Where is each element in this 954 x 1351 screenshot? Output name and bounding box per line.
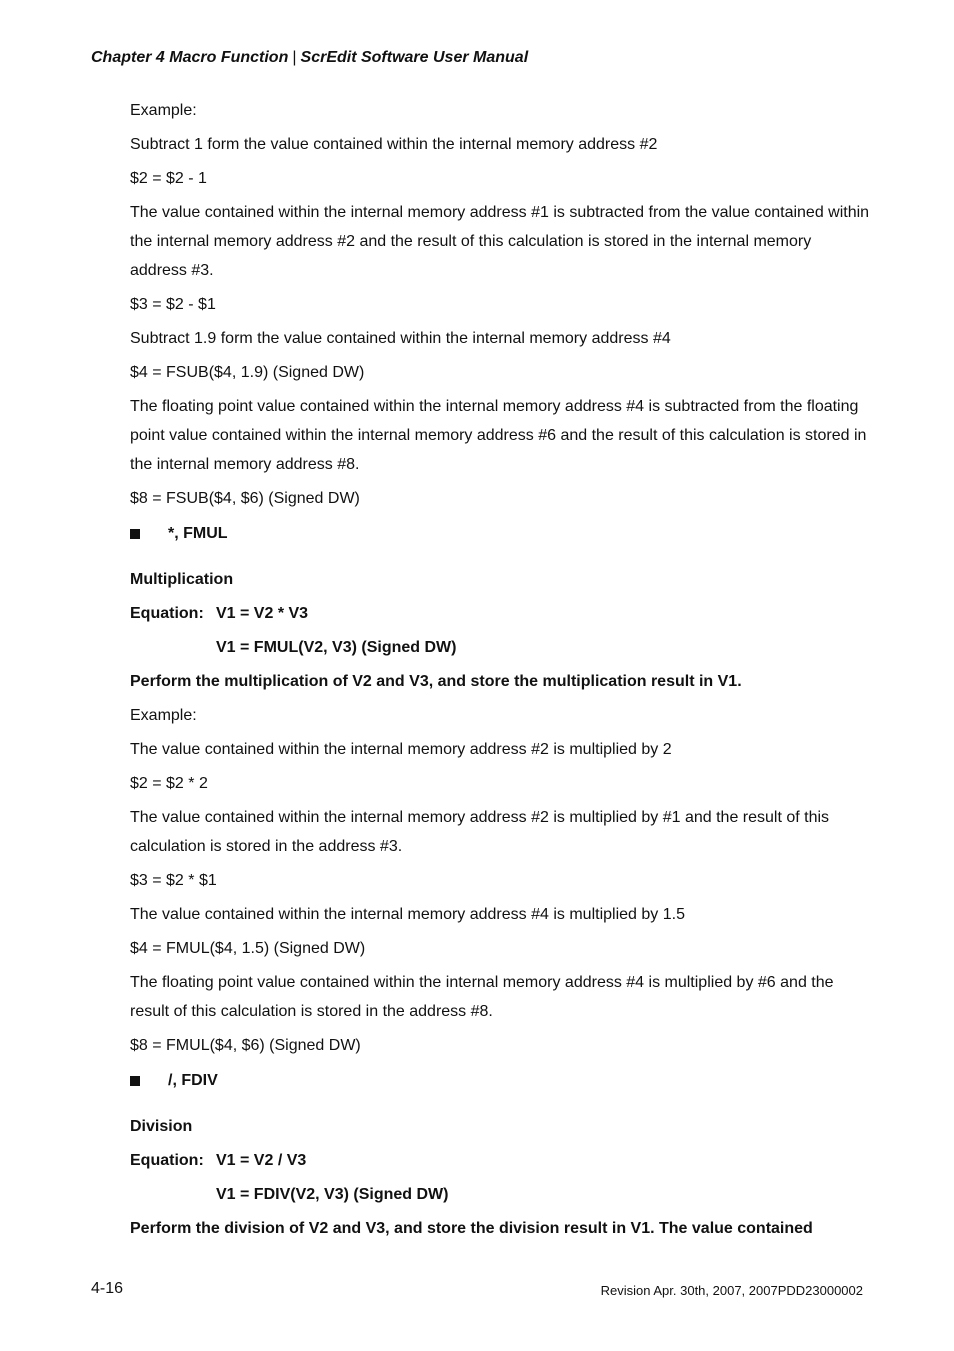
equation: V1 = V2 * V3 [216,605,309,622]
paragraph: $2 = $2 * 2 [130,775,208,792]
section-title: Multiplication [130,571,234,588]
paragraph: $2 = $2 - 1 [130,170,207,187]
square-bullet-icon [130,1076,140,1086]
equation: V1 = FDIV(V2, V3) (Signed DW) [216,1186,449,1203]
header-separator: | [292,49,297,66]
manual-title: ScrEdit Software User Manual [300,49,529,66]
paragraph: The value contained within the internal memory address #1 is subtracted from the value contained within the internal memory address #2 and the result of this calculation is stored in the internal memory address #3. [130,204,870,279]
section-bullet-fdiv [130,1070,870,1092]
bullet-label: /, FDIV [168,1072,218,1089]
equation: V1 = V2 / V3 [216,1152,307,1169]
description: Perform the multiplication of V2 and V3, and store the multiplication result in V1. [130,673,742,690]
section-bullet-fmul [130,523,870,545]
paragraph: Example: [130,102,197,119]
page-body [130,96,870,1248]
paragraph: The floating point value contained within the internal memory address #4 is subtracted from the floating point value contained within the internal memory address #6 and the result of this calculation is stored in the internal memory address #8. [130,398,867,473]
equation: V1 = FMUL(V2, V3) (Signed DW) [216,639,457,656]
paragraph: $4 = FSUB($4, 1.9) (Signed DW) [130,364,365,381]
paragraph: The value contained within the internal memory address #2 is multiplied by 2 [130,741,672,758]
paragraph: The value contained within the internal memory address #4 is multiplied by 1.5 [130,906,685,923]
paragraph: $8 = FMUL($4, $6) (Signed DW) [130,1037,361,1054]
bullet-label: *, FMUL [168,525,228,542]
paragraph: Subtract 1.9 form the value contained within the internal memory address #4 [130,330,671,347]
equation-label: Equation: [130,605,204,622]
page-header [91,49,528,67]
chapter-title: Chapter 4 Macro Function [91,49,289,66]
paragraph: Subtract 1 form the value contained within the internal memory address #2 [130,136,658,153]
equation-label: Equation: [130,1152,204,1169]
paragraph: $3 = $2 - $1 [130,296,216,313]
paragraph: Example: [130,707,197,724]
equation-row [130,599,870,628]
paragraph: $8 = FSUB($4, $6) (Signed DW) [130,490,360,507]
paragraph: The value contained within the internal memory address #2 is multiplied by #1 and the result of this calculation is stored in the address #3. [130,809,830,855]
description: Perform the division of V2 and V3, and store the division result in V1. The value contained [130,1220,813,1237]
revision-note: Revision Apr. 30th, 2007, 2007PDD23000002 [600,1283,863,1298]
equation-row [130,1146,870,1175]
paragraph: $3 = $2 * $1 [130,872,217,889]
paragraph: The floating point value contained within the internal memory address #4 is multiplied by #6 and the result of this calculation is stored in the address #8. [130,974,834,1020]
paragraph: $4 = FMUL($4, 1.5) (Signed DW) [130,940,366,957]
square-bullet-icon [130,529,140,539]
section-title: Division [130,1118,193,1135]
page-number: 4-16 [91,1280,124,1297]
